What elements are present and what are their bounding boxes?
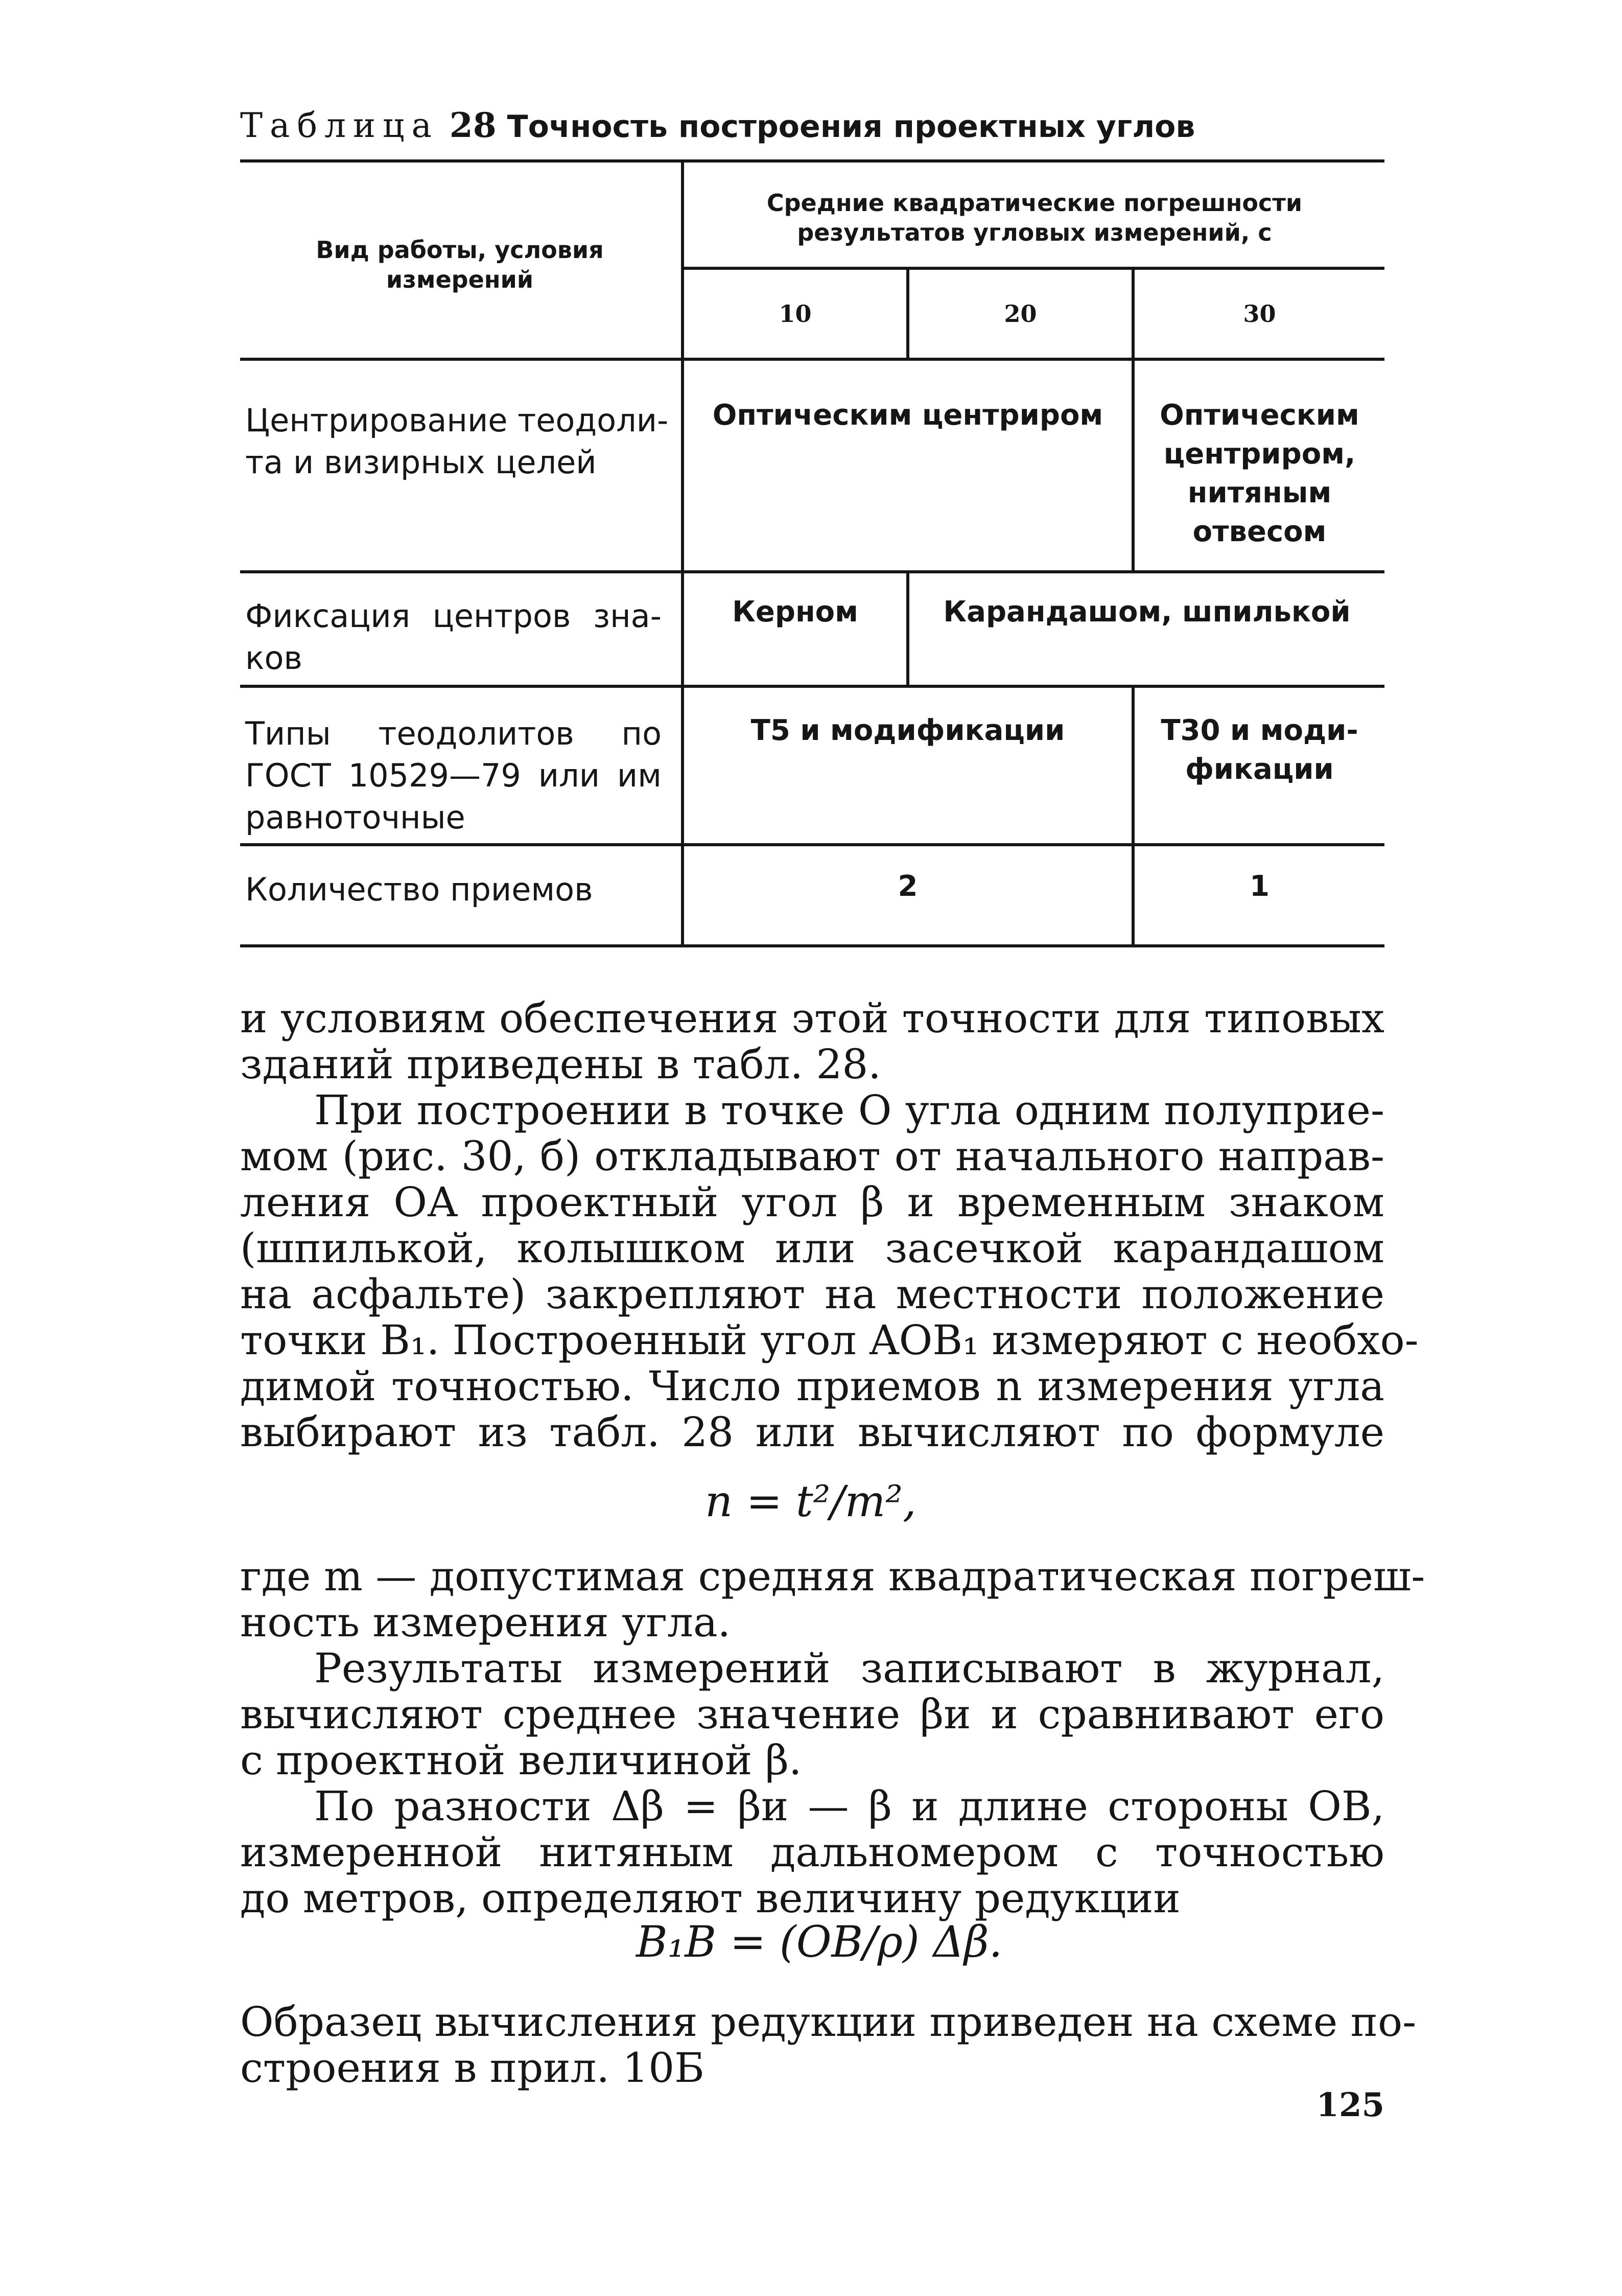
table-caption — [240, 97, 1384, 153]
paragraph-3: где m — допустимая средняя квадратическая погреш- ность измерения угла. — [240, 1552, 1425, 1646]
caption-label: Таблица — [240, 106, 439, 145]
cell-fixation-20-30: Карандашом, шпилькой — [943, 595, 1351, 629]
caption-number: 28 — [449, 105, 497, 145]
formula-rounds: n = t²/m², — [705, 1476, 916, 1526]
row-label-centering: Центрирование теодоли- та и визирных целей — [245, 402, 669, 481]
column-header-30: 30 — [1243, 300, 1276, 328]
row-rule — [240, 570, 1384, 573]
formula-reduction: B₁B = (OB/ρ) Δβ. — [636, 1917, 1003, 1967]
row-label-fixation: Фиксация центров зна- ков — [245, 597, 662, 677]
cell-centering-10-20: Оптическим центриром — [712, 399, 1103, 432]
page-number: 125 — [1316, 2086, 1384, 2124]
column-header-10: 10 — [779, 300, 812, 328]
cell-theodolite-10-20: Т5 и модификации — [750, 714, 1065, 747]
table-bottom-rule — [240, 944, 1384, 947]
row-rule — [240, 843, 1384, 846]
header-row-label: Вид работы, условия измерений — [316, 236, 604, 293]
row-label-theodolite-types: Типы теодолитов по ГОСТ 10529—79 или им равноточные — [245, 715, 662, 836]
column-header-20: 20 — [1004, 300, 1037, 328]
cell-fixation-10: Керном — [732, 595, 858, 629]
paragraph-2: При построении в точке О угла одним полуприе- мом (рис. 30, б) откладывают от начального направ- ления ОА проектный угол β и временным знаком (шпилькой, колышком или засечкой карандашом на асфальте) закрепляют на местности положение точки B₁. Построенный угол AOB₁ измеряют с необхо- димой точностью. Число приемов n измерения угла выбирают из табл. 28 или вычисляют по формуле — [240, 1086, 1419, 1456]
cell-rounds-30: 1 — [1250, 870, 1270, 903]
header-bottom-rule — [240, 358, 1384, 361]
cell-rounds-10-20: 2 — [898, 870, 918, 903]
paragraph-5: По разности Δβ = βи — β и длине стороны OB, измеренной нитяным дальномером с точностью до метров, определяют величину редукции — [240, 1782, 1384, 1922]
paragraph-6: Образец вычисления редукции приведен на схеме по- строения в прил. 10Б — [240, 1998, 1417, 2092]
row-label-rounds: Количество приемов — [245, 871, 593, 908]
cell-theodolite-30: Т30 и моди- фикации — [1161, 714, 1358, 786]
header-group-label: Средние квадратические погрешности результатов угловых измерений, с — [766, 189, 1303, 246]
caption-title: Точность построения проектных углов — [507, 109, 1195, 145]
paragraph-4: Результаты измерений записывают в журнал, вычисляют среднее значение βи и сравнивают его с проектной величиной β. — [240, 1644, 1384, 1784]
paragraph-1: и условиям обеспечения этой точности для типовых зданий приведены в табл. 28. — [240, 994, 1384, 1088]
table-top-rule — [240, 159, 1384, 163]
row-rule — [240, 685, 1384, 688]
cell-centering-30: Оптическим центриром, нитяным отвесом — [1160, 399, 1359, 548]
